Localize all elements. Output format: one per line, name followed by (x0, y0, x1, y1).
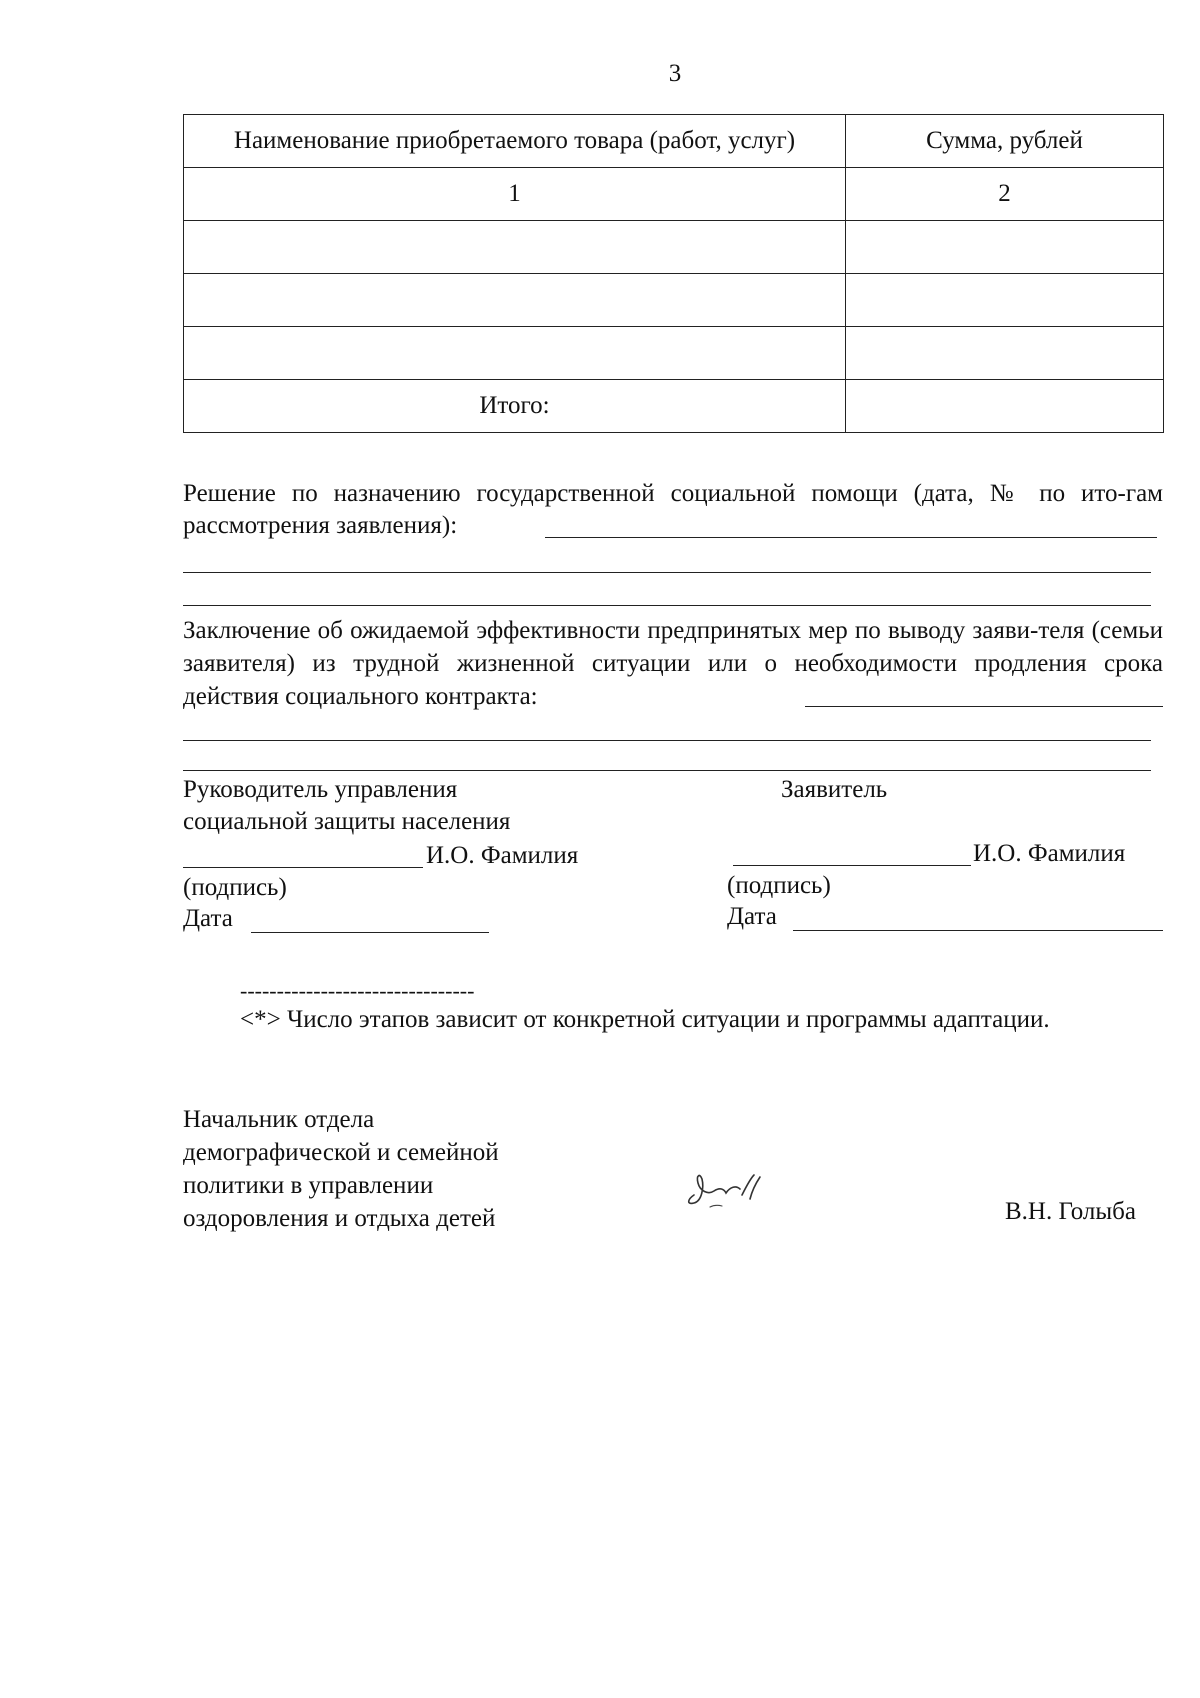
table-header-sum: Сумма, рублей (846, 115, 1164, 168)
official-title (183, 1103, 543, 1235)
decision-paragraph (183, 478, 1163, 542)
table-cell-sum[interactable] (846, 274, 1164, 327)
table-total-row (184, 380, 1164, 433)
official-name: В.Н. Голыба (1005, 1198, 1136, 1225)
table-column-number-row (184, 168, 1164, 221)
applicant-name: И.О. Фамилия (973, 840, 1126, 867)
footnote-separator: -------------------------------- (240, 978, 475, 1003)
official-title-line: политики в управлении (183, 1172, 434, 1199)
conclusion-text: Заключение об ожидаемой эффективности предпринятых мер по выводу заяви-теля (семьи заявителя) из трудной жизненной ситуации или о необходимости продления срока действия социального контракта: (183, 617, 1163, 710)
manager-title-line2: социальной защиты населения (183, 808, 511, 835)
applicant-date-label: Дата (727, 903, 777, 930)
applicant-date-line[interactable] (793, 930, 1163, 931)
official-title-line: демографической и семейной (183, 1139, 499, 1166)
table-header-goods: Наименование приобретаемого товара (работ, услуг) (184, 115, 846, 168)
applicant-signature-line[interactable] (733, 865, 971, 866)
table-cell-goods[interactable] (184, 274, 846, 327)
goods-table (183, 114, 1164, 433)
manager-date-line[interactable] (251, 932, 489, 933)
decision-fill-line-2[interactable] (183, 572, 1151, 573)
table-header-row (184, 115, 1164, 168)
decision-text: Решение по назначению государственной социальной помощи (дата, № по ито-гам рассмотрения заявления): (183, 480, 1163, 539)
manager-signature-line[interactable] (183, 867, 423, 868)
conclusion-fill-line-1[interactable] (805, 706, 1163, 707)
conclusion-fill-line-2[interactable] (183, 740, 1151, 741)
handwritten-signature (680, 1165, 770, 1215)
footnote-text: <*> Число этапов зависит от конкретной ситуации и программы адаптации. (240, 1006, 1050, 1033)
table-cell-sum[interactable] (846, 327, 1164, 380)
applicant-title: Заявитель (781, 776, 888, 803)
table-cell-goods[interactable] (184, 221, 846, 274)
manager-sign-label: (подпись) (183, 874, 287, 901)
column-number-1: 1 (184, 168, 846, 221)
manager-date-label: Дата (183, 905, 233, 932)
table-row (184, 221, 1164, 274)
table-cell-goods[interactable] (184, 327, 846, 380)
manager-title-line1: Руководитель управления (183, 776, 458, 803)
column-number-2: 2 (846, 168, 1164, 221)
signatures-block (183, 770, 1163, 950)
applicant-sign-label: (подпись) (727, 872, 831, 899)
official-title-line: Начальник отдела (183, 1106, 375, 1133)
table-cell-sum[interactable] (846, 221, 1164, 274)
page-number: 3 (668, 60, 682, 87)
decision-fill-line-3[interactable] (183, 605, 1151, 606)
manager-name: И.О. Фамилия (426, 842, 579, 869)
conclusion-paragraph (183, 614, 1163, 713)
total-label: Итого: (184, 380, 846, 433)
table-row (184, 274, 1164, 327)
official-title-line: оздоровления и отдыха детей (183, 1205, 496, 1232)
table-row (184, 327, 1164, 380)
decision-fill-line-1[interactable] (545, 537, 1157, 538)
total-sum-cell[interactable] (846, 380, 1164, 433)
